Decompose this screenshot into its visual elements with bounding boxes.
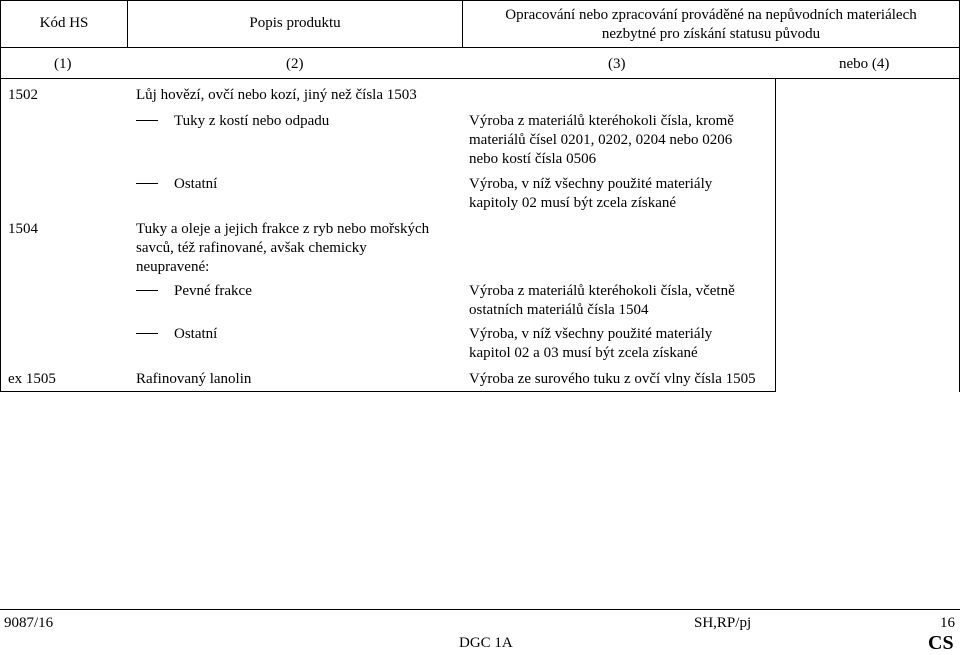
footer-initials: SH,RP/pj <box>694 615 752 631</box>
rule-1504-solid-fractions: Výroba z materiálů kteréhokoli čísla, včetně ostatních materiálů čísla 1504 <box>469 283 735 318</box>
column-number-4: nebo (4) <box>839 56 890 72</box>
footer-page-number: 16 <box>940 615 955 631</box>
dash-icon <box>136 183 158 184</box>
header-processing-line2: nezbytné pro získání statusu původu <box>601 26 821 42</box>
header-hs-code: Kód HS <box>39 15 89 31</box>
desc-1502-other: Ostatní <box>136 175 217 194</box>
dash-icon <box>136 120 158 121</box>
dash-icon <box>136 290 158 291</box>
footer-rule <box>0 609 960 610</box>
column-number-2: (2) <box>286 56 304 72</box>
desc-1504: Tuky a oleje a jejich frakce z ryb nebo mořských savců, též rafinované, avšak chemicky neupravené: <box>136 221 430 275</box>
rule-1502-other: Výroba, v níž všechny použité materiály kapitoly 02 musí být zcela získané <box>469 176 713 211</box>
header-product-description: Popis produktu <box>249 15 341 31</box>
footer-document-number: 9087/16 <box>4 615 54 631</box>
code-1504: 1504 <box>8 221 38 237</box>
header-divider <box>0 47 960 48</box>
col3-divider <box>775 78 776 392</box>
rule-ex1505: Výroba ze surového tuku z ovčí vlny čísla 1505 <box>469 371 756 387</box>
table-top-border <box>0 0 960 1</box>
desc-ex1505: Rafinovaný lanolin <box>136 371 252 387</box>
header-processing-line1: Opracování nebo zpracování prováděné na nepůvodních materiálech <box>505 7 917 23</box>
table-bottom-border <box>0 391 775 392</box>
footer-dgc: DGC 1A <box>459 635 513 651</box>
dash-icon <box>136 333 158 334</box>
rule-1504-other: Výroba, v níž všechny použité materiály kapitol 02 a 03 musí být zcela získané <box>469 326 713 361</box>
numbers-divider <box>0 78 960 79</box>
table-left-border <box>0 0 1 392</box>
column-number-3: (3) <box>608 56 626 72</box>
footer-language: CS <box>928 632 954 654</box>
rule-1502-bone-fats: Výroba z materiálů kteréhokoli čísla, kromě materiálů čísel 0201, 0202, 0204 nebo 0206 nebo kostí čísla 0506 <box>469 113 734 167</box>
desc-1502-bone-fats: Tuky z kostí nebo odpadu <box>136 112 329 131</box>
code-1502: 1502 <box>8 87 38 103</box>
desc-1504-other: Ostatní <box>136 325 217 344</box>
desc-1504-solid-fractions: Pevné frakce <box>136 282 252 301</box>
code-ex1505: ex 1505 <box>8 371 56 387</box>
desc-1502: Lůj hovězí, ovčí nebo kozí, jiný než čísla 1503 <box>136 87 417 103</box>
column-number-1: (1) <box>54 56 72 72</box>
